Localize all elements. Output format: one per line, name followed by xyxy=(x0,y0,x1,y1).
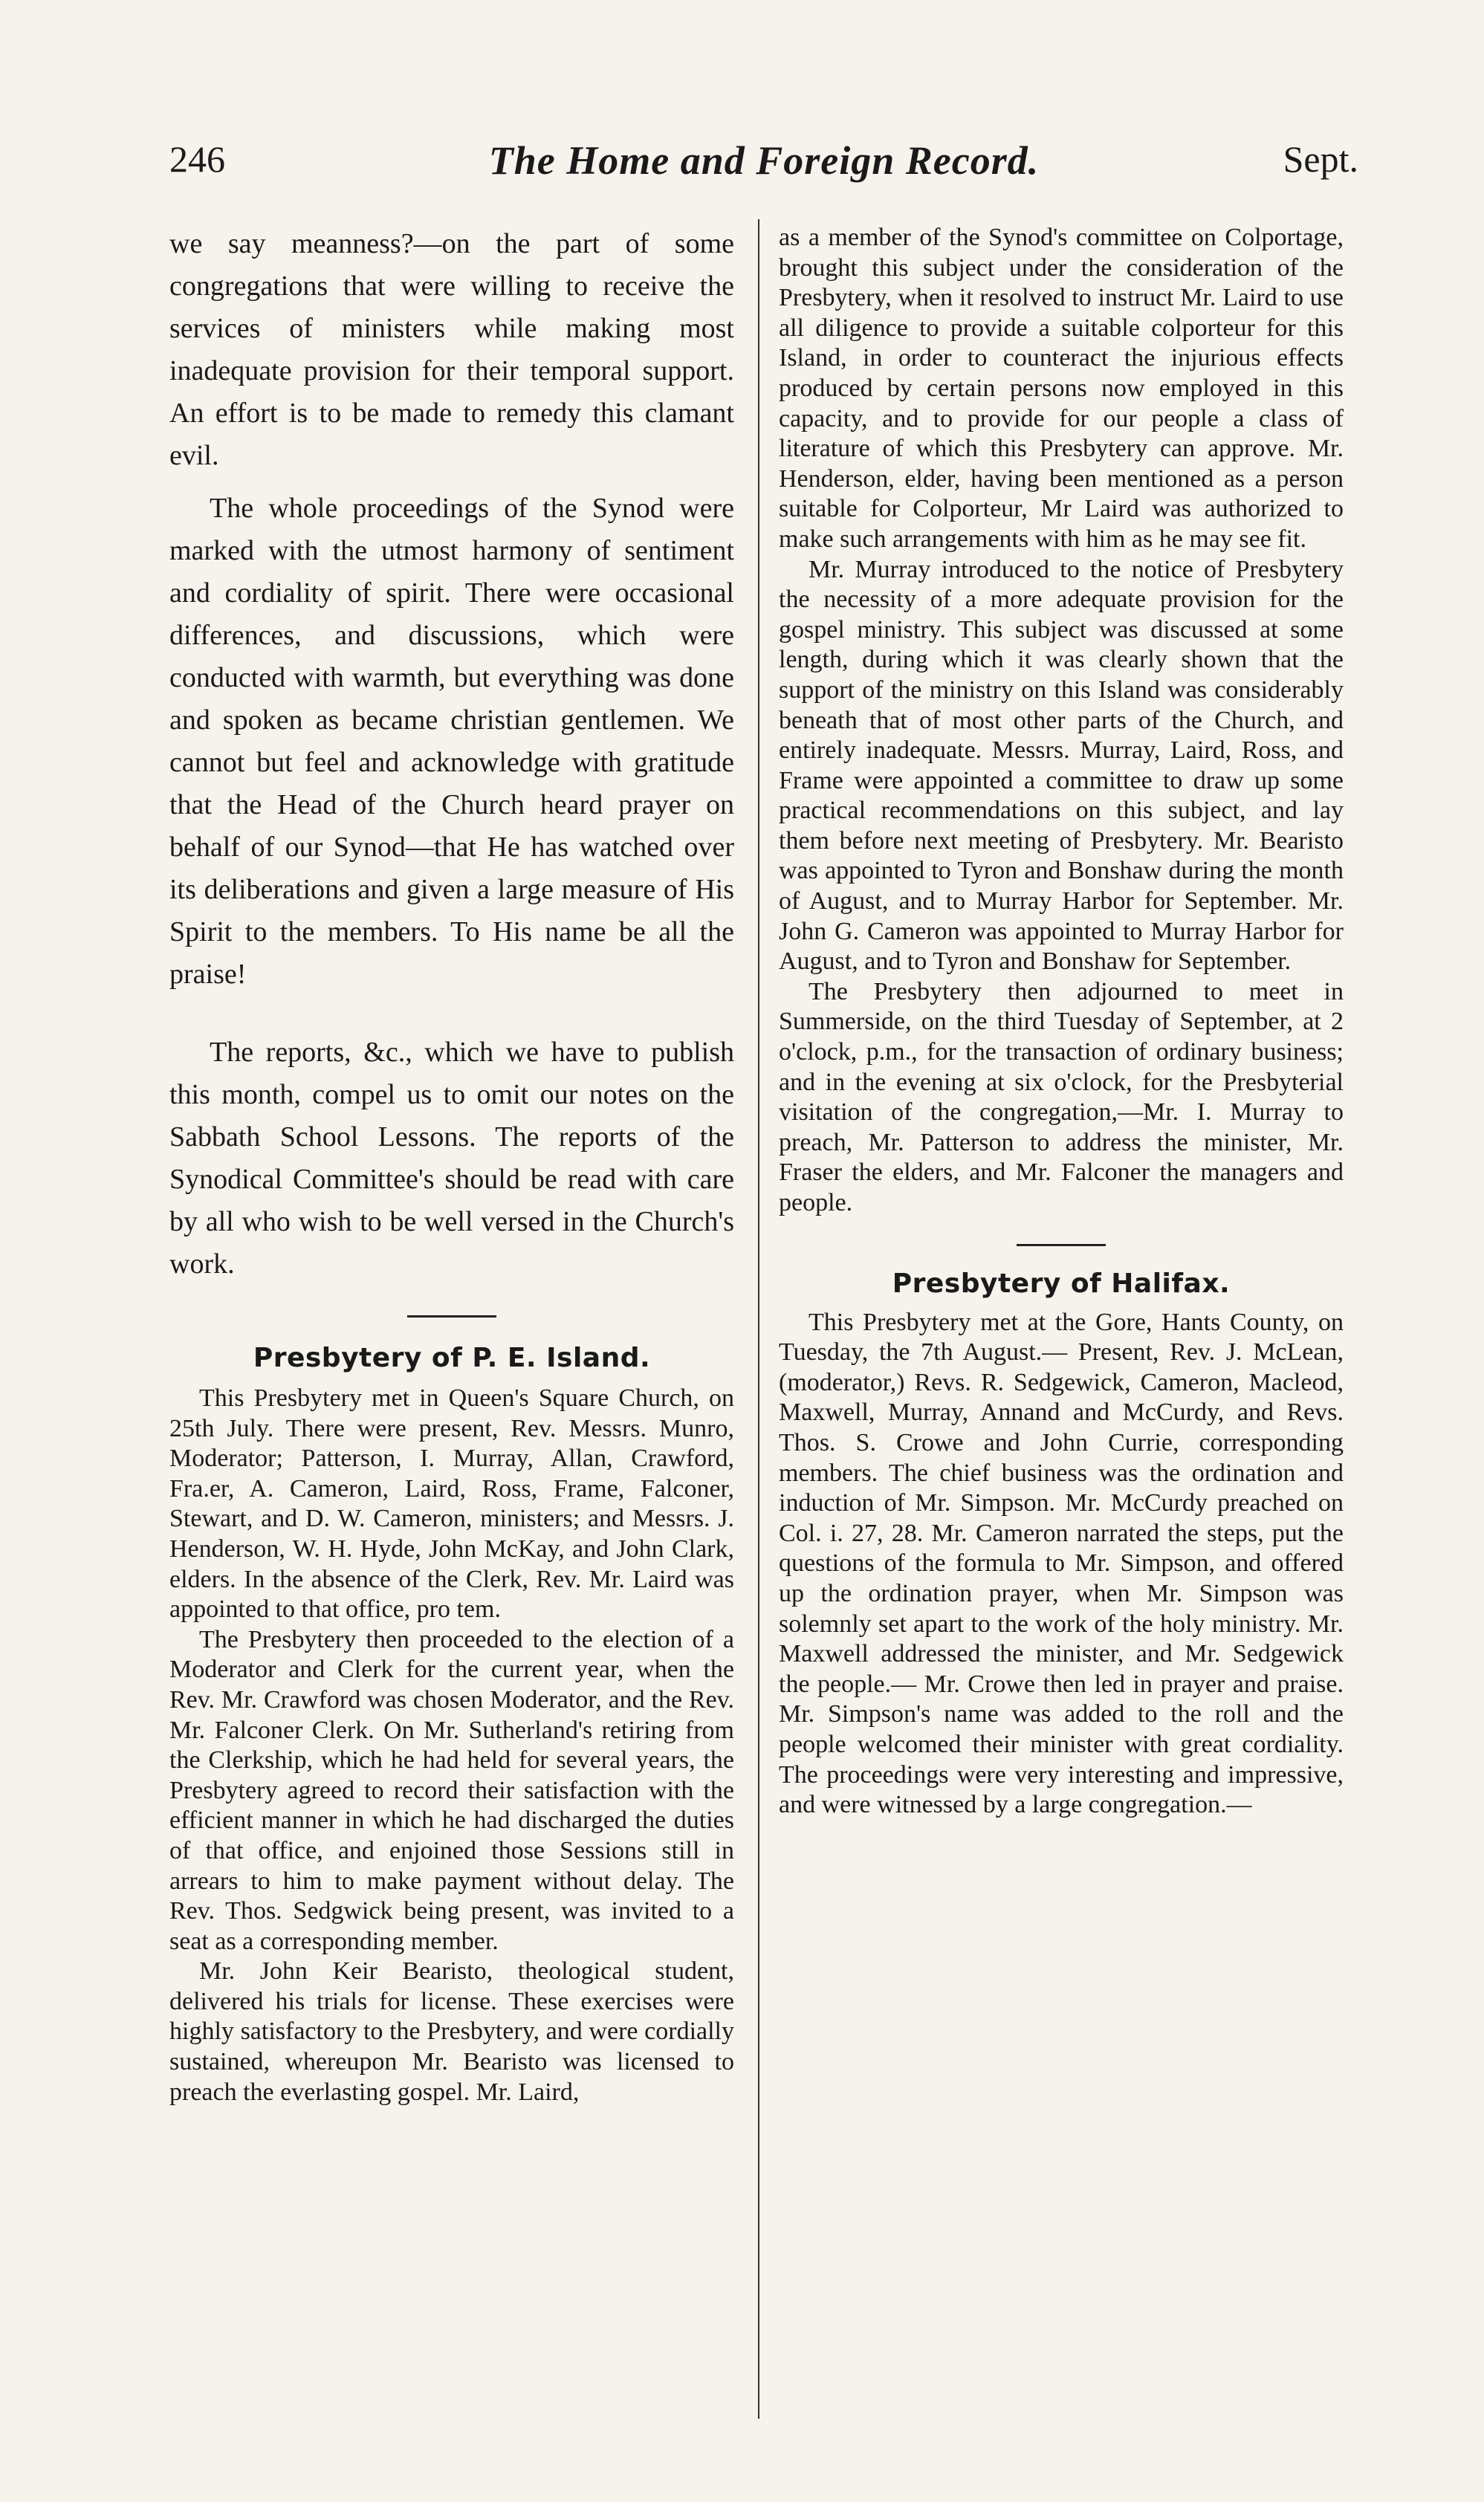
ministry-provision-paragraph: Mr. Murray introduced to the notice of Presbytery the necessity of a more adequate provision for the gospel ministry. This subject was discussed at some length, during which it was clearly shown that the support of the ministry on this Island was considerably beneath that of most other parts of the Church, and entirely inadequate. Messrs. Murray, Laird, Ross, and Frame were appointed a committee to draw up some practical recommendations on this subject, and lay them before next meeting of Presbytery. Mr. Bearisto was appointed to Tyron and Bonshaw during the month of August, and to Murray Harbor for September. Mr. John G. Cameron was appointed to Murray Harbor for August, and to Tyron and Bonshaw for September. xyxy=(779,555,1344,976)
pei-license-paragraph: Mr. John Keir Bearisto, theological student, delivered his trials for license. These exercises were highly satisfactory to the Presbytery, and were cordially sustained, whereupon Mr. Bearisto was licensed to preach the everlasting gospel. Mr. Laird, xyxy=(169,1957,734,2106)
editorial-note-paragraph: The reports, &c., which we have to publish this month, compel us to omit our notes on the Sabbath School Lessons. The reports of the Synodical Committee's should be read with care by all who wish to be well versed in the Church's work. xyxy=(169,1037,734,1280)
page-header xyxy=(169,137,1358,197)
synod-paragraph-continued: we say meanness?—on the part of some congregations that were willing to receive the services of ministers while making most inadequate provision for their temporal support. An effort is to be made to remedy this clamant evil. xyxy=(169,228,734,471)
synod-proceedings-paragraph: The whole proceedings of the Synod were marked with the utmost harmony of sentiment and cordiality of spirit. There were occasional differences, and discussions, which were conducted with warmth, but everything was done and spoken as became christian gentlemen. We cannot but feel and acknowledge with gratitude that the Head of the Church heard prayer on behalf of our Synod—that He has watched over its deliberations and given a large measure of His Spirit to the members. To His name be all the praise! xyxy=(169,493,734,990)
left-column xyxy=(169,223,734,2107)
section-heading-pei: Presbytery of P. E. Island. xyxy=(253,1343,651,1373)
section-heading-halifax: Presbytery of Halifax. xyxy=(892,1268,1231,1299)
column-rule xyxy=(758,219,759,2419)
running-title: The Home and Foreign Record. xyxy=(488,138,1040,183)
pei-meeting-paragraph: This Presbytery met in Queen's Square Church, on 25th July. There were present, Rev. Messrs. Munro, Moderator; Patterson, I. Murray, Allan, Crawford, Fra.er, A. Cameron, Laird, Ross, Frame, Falconer, Stewart, and D. W. Cameron, ministers; and Messrs. J. Henderson, W. H. Hyde, John McKay, and John Clark, elders. In the absence of the Clerk, Rev. Mr. Laird was appointed to that office, pro tem. xyxy=(169,1384,734,1624)
colportage-paragraph: as a member of the Synod's committee on Colportage, brought this subject under the consideration of the Presbytery, when it resolved to instruct Mr. Laird to use all diligence to provide a suitable colporteur for this Island, in order to counteract the injurious effects produced by certain persons now employed in this capacity, and to provide for our people a class of literature of which this Presbytery can approve. Mr. Henderson, elder, having been mentioned as a person suitable for Colporteur, Mr Laird was authorized to make such arrangements with him as he may see fit. xyxy=(779,224,1344,553)
page-number: 246 xyxy=(169,138,225,180)
adjournment-paragraph: The Presbytery then adjourned to meet in Summerside, on the third Tuesday of September, at 2 o'clock, p.m., for the transaction of ordinary business; and in the evening at six o'clock, for the Presbyterial visitation of the congregation,—Mr. I. Murray to preach, Mr. Patterson to address the minister, Mr. Fraser the elders, and Mr. Falconer the managers and people. xyxy=(779,977,1344,1216)
issue-month: Sept. xyxy=(1283,138,1358,180)
right-column xyxy=(779,223,1344,1821)
pei-election-paragraph: The Presbytery then proceeded to the election of a Moderator and Clerk for the current year, when the Rev. Mr. Crawford was chosen Moderator, and the Rev. Mr. Falconer Clerk. On Mr. Sutherland's retiring from the Clerkship, which he had held for several years, the Presbytery agreed to record their satisfaction with the efficient manner in which he had discharged the duties of that office, and enjoined those Sessions still in arrears to him to make payment without delay. The Rev. Thos. Sedgwick being present, was invited to a seat as a corresponding member. xyxy=(169,1625,734,1955)
halifax-meeting-paragraph: This Presbytery met at the Gore, Hants County, on Tuesday, the 7th August.— Present, Rev. J. McLean, (moderator,) Revs. R. Sedgewick, Cameron, Macleod, Maxwell, Murray, Annand and McCurdy, and Revs. Thos. S. Crowe and John Currie, corresponding members. The chief business was the ordination and induction of Mr. Simpson. Mr. McCurdy preached on Col. i. 27, 28. Mr. Cameron narrated the steps, put the questions of the formula to Mr. Simpson, and offered up the ordination prayer, when Mr. Simpson was solemnly set apart to the work of the holy ministry. Mr. Maxwell addressed the minister, and Mr. Sedgewick the people.— Mr. Crowe then led in prayer and praise. Mr. Simpson's name was added to the roll and the people welcomed their minister with great cordiality. The proceedings were very interesting and impressive, and were witnessed by a large congregation.— xyxy=(779,1308,1344,1819)
